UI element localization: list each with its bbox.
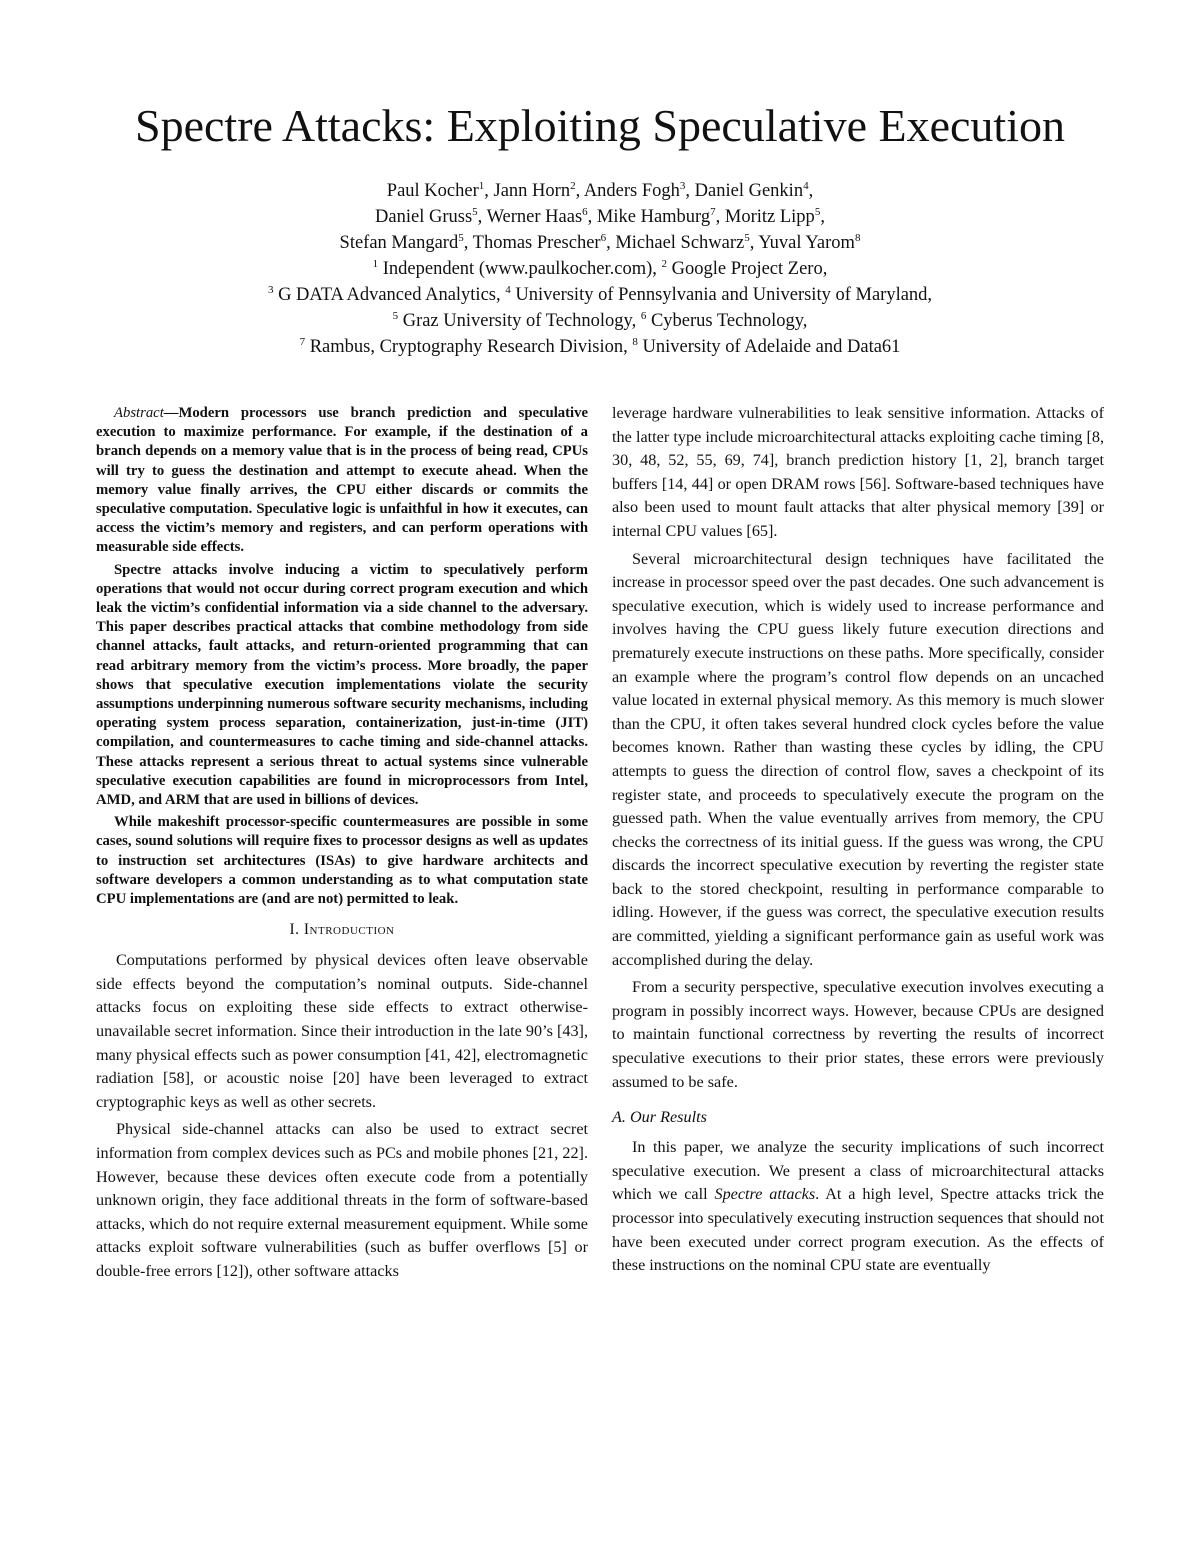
author-affiliation-mark: 8 [854,231,861,244]
affiliation-line-1: $^1$ Independent (www.paulkocher.com), $^2$ Google Project Zero, [372,257,828,279]
affiliation-line-3: $^5$ Graz University of Technology, $^6$ Cyberus Technology, [392,309,808,331]
body-text: In this paper, we analyze the security implications of such incorrect speculative execution. We present a class of microarchitectural attacks which we call [612,1138,1104,1204]
subsection-heading-our-results: A. Our Results [612,1108,707,1127]
abstract-dash: — [163,405,179,421]
body-paragraph: Computations performed by physical devices often leave observable side effects beyond the computation’s nominal outputs. Side-channel attacks focus on exploiting these side effects to extract otherwise-unavailable secret information. Since their introduction in the late 90’s [43], many physical effects such as power consumption [41, 42], electromagnetic radiation [58], or acoustic noise [20] have been leveraged to extract cryptographic keys as well as other secrets. [96,951,588,1111]
author-name: Moritz Lipp [724,207,815,227]
affiliation-text: Rambus, Cryptography Research Division [309,337,624,357]
abstract-text: Modern processors use branch prediction and speculative execution to maximize performance. For example, if the destination of a branch depends on a memory value that is in the process of being read, CPUs will try to guess the destination and attempt to execute ahead. When the memory value finally arrives, the CPU either discards or commits the speculative computation. Speculative logic is unfaithful in how it executes, can access the victim’s memory and registers, and can perform operations with measurable side effects. [96,405,588,556]
affiliation-text: University of Adelaide and Data61 [642,337,901,357]
body-paragraph-continued: leverage hardware vulnerabilities to leak sensitive information. Attacks of the latter type include microarchitectural attacks exploiting cache timing [8, 30, 48, 52, 55, 69, 74], branch prediction history [1, 2], branch target buffers [14, 44] or open DRAM rows [56]. Software-based techniques have also been used to mount fault attacks that alter physical memory [39] or internal CPU values [65]. [612,404,1104,540]
section-heading-introduction: I. Introduction [289,921,395,939]
body-paragraph: From a security perspective, speculative execution involves executing a program in possibly incorrect ways. However, because CPUs are designed to maintain functional correctness by reverting the results of incorrect speculative executions to their prior states, these errors were previously assumed to be safe. [612,978,1104,1091]
affiliation-number: 6 [640,309,647,322]
author-name: Paul Kocher [386,181,479,201]
right-column [612,402,1104,1282]
author-affiliation-mark: 6 [582,205,588,218]
body-paragraph: Physical side-channel attacks can also be used to extract secret information from complex devices such as PCs and mobile phones [21, 22]. However, because these devices often execute code from a potentially unknown origin, they face additional threats in the form of software-based attacks, which do not require external measurement equipment. While some attacks exploit software vulnerabilities (such as buffer overflows [5] or double-free errors [12]), other software attacks [96,1120,588,1280]
author-line-2: Daniel Gruss$^5$, Werner Haas$^6$, Mike Hamburg$^7$, Moritz Lipp$^5$, [375,205,825,227]
abstract-paragraph-2: Spectre attacks involve inducing a victim to speculatively perform operations that would not occur during correct program execution and which leak the victim’s confidential information via a side channel to the adversary. This paper describes practical attacks that combine methodology from side channel attacks, fault attacks, and return-oriented programming that can read arbitrary memory from the victim’s process. More broadly, the paper shows that speculative execution implementations violate the security assumptions underpinning numerous software security mechanisms, including operating system process separation, containerization, just-in-time (JIT) compilation, and countermeasures to cache timing and side-channel attacks. These attacks represent a serious threat to actual systems since vulnerable speculative execution capabilities are found in microprocessors from Intel, AMD, and ARM that are used in billions of devices. [96,561,588,809]
author-affiliation-mark: 2 [570,179,576,192]
author-affiliation-mark: 5 [744,231,750,244]
author-affiliation-mark: 7 [710,205,716,218]
abstract [96,404,588,909]
introduction-left-text [96,949,588,1283]
affiliation-line-2: $^3$ G DATA Advanced Analytics, $^4$ University of Pennsylvania and University of Maryland, [267,283,933,305]
author-affiliation-mark: 5 [814,205,821,218]
author-name: Jann Horn [493,181,571,201]
paper-title: Spectre Attacks: Exploiting Speculative Execution [135,100,1065,151]
author-name: Anders Fogh [583,181,680,201]
body-text: . At a high level, Spectre attacks trick the processor into speculatively executing instruction sequences that should not have been executed under correct program execution. As the effects of these instructions on the nominal CPU state are eventually [612,1185,1104,1275]
introduction-right-text [612,402,1104,1094]
affiliation-text: University of Pennsylvania and University of Maryland [515,285,928,305]
left-column [96,404,588,1288]
author-name: Werner Haas [486,207,583,227]
affiliation-number: 7 [299,335,306,348]
author-affiliation-mark: 6 [600,231,607,244]
author-affiliation-mark: 4 [803,179,809,192]
affiliation-number: 5 [392,309,399,322]
affiliation-text: Graz University of Technology [402,311,632,331]
author-block [0,178,1200,360]
affiliation-number: 8 [632,335,638,348]
author-name: Michael Schwarz [615,233,745,253]
author-name: Yuval Yarom [758,233,855,253]
author-name: Stefan Mangard [339,233,459,253]
emphasis-spectre-attacks: Spectre attacks [714,1185,816,1204]
author-affiliation-mark: 1 [478,179,485,192]
author-affiliation-mark: 5 [472,205,478,218]
affiliation-number: 2 [661,257,668,270]
affiliation-text: Independent (www.paulkocher.com) [382,259,653,279]
body-paragraph: Several microarchitectural design techniques have facilitated the increase in processor speed over the past decades. One such advancement is speculative execution, which is widely used to increase performance and involves having the CPU guess likely future execution directions and prematurely execute instructions on these paths. More specifically, consider an example where the program’s control flow depends on an uncached value located in external physical memory. As this memory is much slower than the CPU, it often takes several hundred clock cycles before the value becomes known. Rather than wasting these cycles by idling, the CPU attempts to guess the direction of control flow, saves a checkpoint of its register state, and proceeds to speculatively execute the program on the guessed path. When the value eventually arrives from memory, the CPU checks the correctness of its initial guess. If the guess was wrong, the CPU discards the incorrect speculative execution by reverting the register state back to the stored checkpoint, resulting in performance comparable to idling. However, if the guess was correct, the speculative execution results are committed, yielding a significant performance gain as useful work was accomplished during the delay. [612,549,1104,969]
author-name: Mike Hamburg [596,207,711,227]
author-affiliation-mark: 5 [458,231,464,244]
abstract-label: Abstract [114,405,164,421]
affiliation-text: Cyberus Technology [650,311,803,331]
affiliation-number: 4 [505,283,511,296]
affiliation-number: 1 [372,257,379,270]
our-results-text [612,1136,1104,1278]
abstract-paragraph-3: While makeshift processor-specific countermeasures are possible in some cases, sound solutions will require fixes to processor designs as well as updates to instruction set architectures (ISAs) to give hardware architects and software developers a common understanding as to what computation state CPU implementations are (and are not) permitted to leak. [96,814,588,908]
body-paragraph [612,1136,1104,1278]
author-name: Daniel Gruss [375,207,473,227]
author-affiliation-mark: 3 [679,179,686,192]
author-line-3: Stefan Mangard$^5$, Thomas Prescher$^6$, Michael Schwarz$^5$, Yuval Yarom$^8$ [339,231,861,253]
author-name: Thomas Prescher [472,233,601,253]
affiliation-line-4: $^7$ Rambus, Cryptography Research Division, $^8$ University of Adelaide and Data61 [299,335,901,357]
author-line-1: Paul Kocher$^1$, Jann Horn$^2$, Anders Fogh$^3$, Daniel Genkin$^4$, [386,179,814,201]
affiliation-text: Google Project Zero [671,259,823,279]
author-name: Daniel Genkin [694,181,804,201]
affiliation-text: G DATA Advanced Analytics [278,285,496,305]
abstract-paragraph-1 [96,404,588,558]
affiliation-number: 3 [267,283,274,296]
